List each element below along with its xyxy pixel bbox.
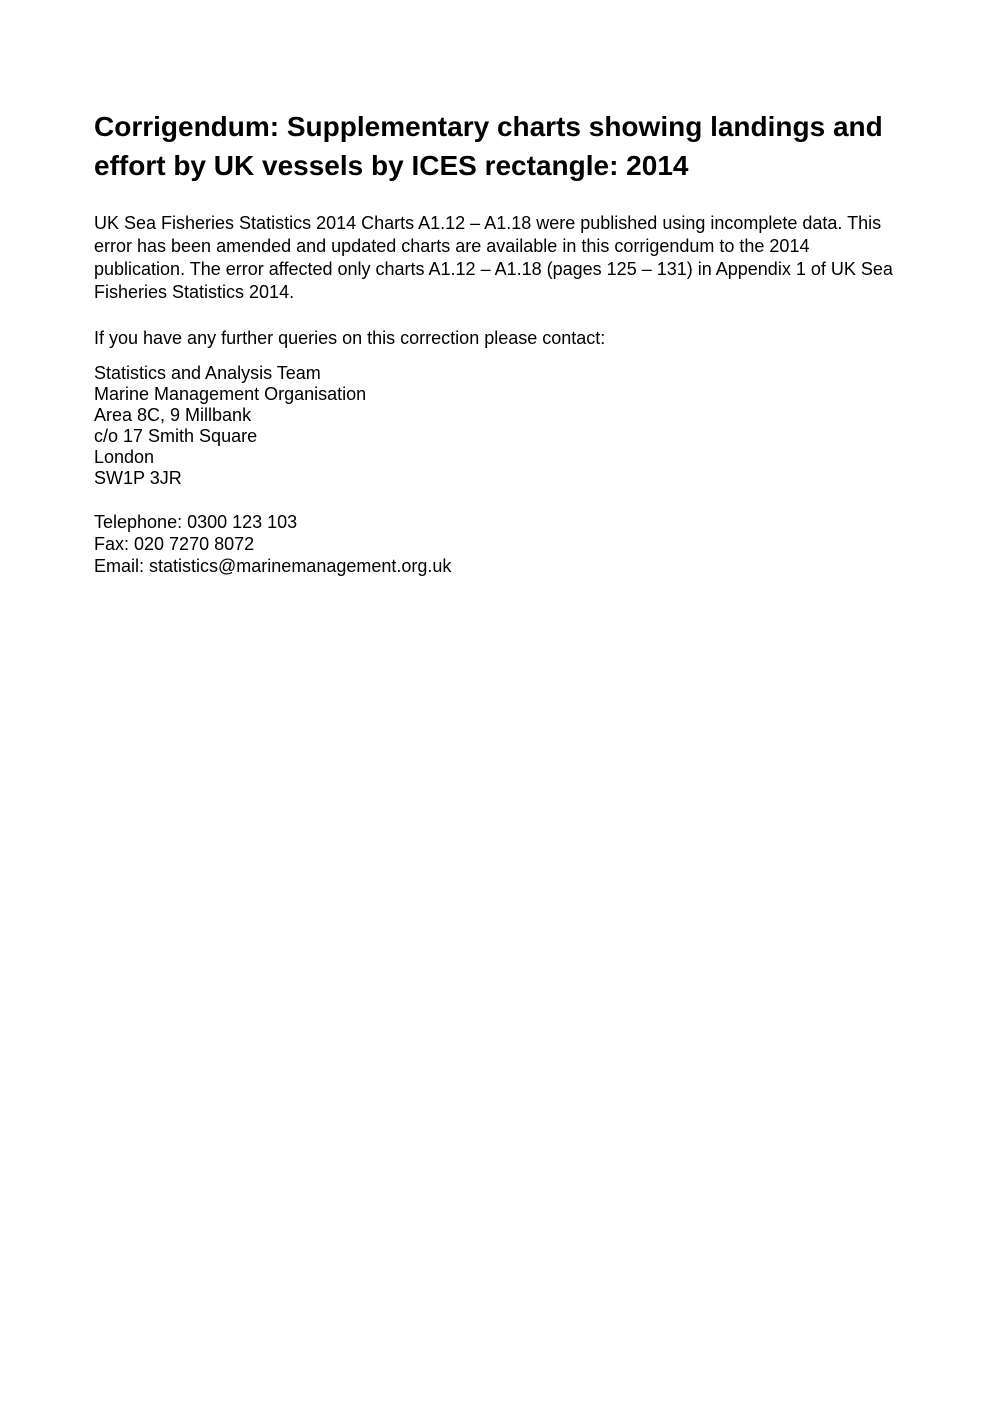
address-line-organisation: Marine Management Organisation	[94, 384, 367, 404]
intro-paragraph: UK Sea Fisheries Statistics 2014 Charts A1.12 – A1.18 were published using incomplete data. This error has been amended and updated charts are available in this corrigendum to the 2014 publication. The error affected only charts A1.12 – A1.18 (pages 125 – 131) in Appendix 1 of UK Sea Fisheries Statistics 2014.	[94, 213, 893, 302]
contact-address-block	[94, 363, 897, 489]
address-line-team: Statistics and Analysis Team	[94, 363, 321, 383]
contact-details-block	[94, 511, 897, 577]
page-title: Corrigendum: Supplementary charts showing landings and effort by UK vessels by ICES rectangle: 2014	[94, 111, 883, 181]
fax-line: Fax: 020 7270 8072	[94, 534, 255, 554]
address-line-street: Area 8C, 9 Millbank	[94, 405, 252, 425]
address-line-postcode: SW1P 3JR	[94, 468, 182, 488]
address-line-co: c/o 17 Smith Square	[94, 426, 258, 446]
email-line: Email: statistics@marinemanagement.org.uk	[94, 556, 452, 576]
address-line-city: London	[94, 447, 155, 467]
contact-intro-line: If you have any further queries on this correction please contact:	[94, 328, 606, 348]
telephone-line: Telephone: 0300 123 103	[94, 512, 298, 532]
